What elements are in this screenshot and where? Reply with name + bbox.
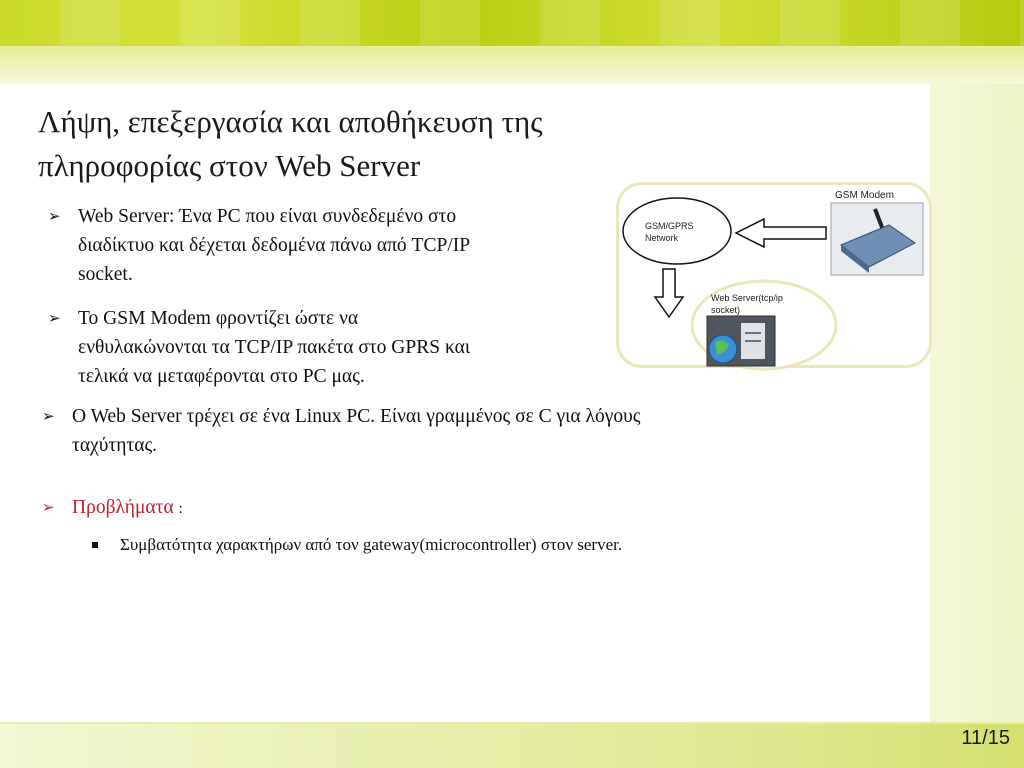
network-cloud-icon xyxy=(623,198,731,264)
server-label-line-1: Web Server(tcp/ip xyxy=(711,293,783,303)
square-bullet-icon xyxy=(92,542,98,548)
bottom-band-edge xyxy=(0,722,1024,724)
bullet-line: O Web Server τρέχει σε ένα Linux PC. Είναι γραμμένος σε C για λόγους xyxy=(72,406,641,427)
bullet-line: To GSM Modem φροντίζει ώστε να xyxy=(78,308,359,329)
bullet-line: Web Server: Ένα PC που είναι συνδεδεμένο στο xyxy=(78,206,457,227)
page-number: 11/15 xyxy=(961,727,1010,749)
bullet-problems xyxy=(42,493,542,524)
slide-title-line-2: πληροφορίας στον Web Server xyxy=(38,148,421,183)
arrow-bullet-icon: ➢ xyxy=(48,309,61,327)
bullet-gsm-modem xyxy=(48,304,603,391)
network-label-line-2: Network xyxy=(645,233,679,243)
bullet-line: ταχύτητας. xyxy=(72,435,158,456)
bullet-line: τελικά να μεταφέρονται στο PC μας. xyxy=(78,366,365,387)
diagram-svg xyxy=(619,185,935,371)
sub-bullet-charset xyxy=(92,532,852,558)
bullet-linux-pc xyxy=(42,402,842,460)
right-decorative-strip xyxy=(930,84,1024,724)
gsm-modem-label: GSM Modem xyxy=(835,190,894,201)
slide-title-line-1: Λήψη, επεξεργασία και αποθήκευση της xyxy=(38,104,543,139)
server-label-line-2: socket) xyxy=(711,305,741,315)
arrow-bullet-icon: ➢ xyxy=(48,207,61,225)
left-arrow-icon xyxy=(736,219,826,247)
arrow-bullet-icon: ➢ xyxy=(42,498,55,516)
bullet-line: ενθυλακώνονται τα TCP/IP πακέτα στο GPRS και xyxy=(78,337,471,358)
network-label-line-1: GSM/GPRS xyxy=(645,221,694,231)
problems-colon: : xyxy=(178,501,183,517)
bullet-line: διαδίκτυο και δέχεται δεδομένα πάνω από TCP/IP xyxy=(78,235,471,256)
slide-title xyxy=(38,100,758,188)
problems-label: Προβλήματα xyxy=(72,497,174,518)
network-diagram xyxy=(616,182,932,368)
arrow-bullet-icon: ➢ xyxy=(42,407,55,425)
sub-bullet-text: Συμβατότητα χαρακτήρων από τον gateway(microcontroller) στον server. xyxy=(120,535,623,554)
bottom-green-band xyxy=(0,722,1024,768)
down-arrow-icon xyxy=(655,269,683,317)
bullet-line: socket. xyxy=(78,264,133,285)
top-light-band xyxy=(0,46,1024,84)
top-band-pattern xyxy=(0,0,1024,46)
bullet-web-server xyxy=(48,202,603,289)
